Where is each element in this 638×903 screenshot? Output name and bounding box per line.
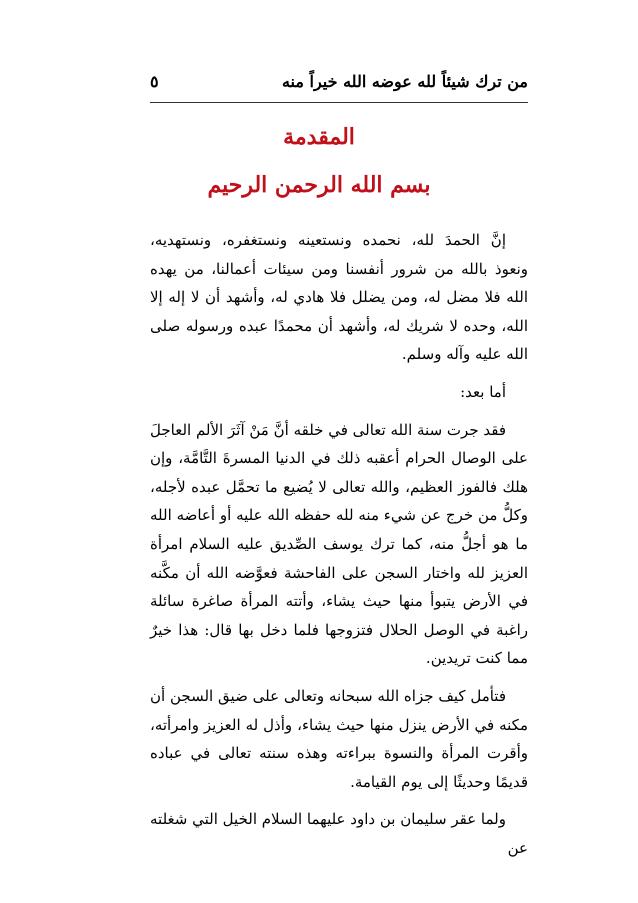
body-text (150, 226, 528, 871)
basmala-heading: بسم الله الرحمن الرحيم (207, 172, 431, 198)
paragraph: إنَّ الحمدَ لله، نحمده ونستعينه ونستغفره، ونستهديه، ونعوذ بالله من شرور أنفسنا ومن سيئات أعمالنا، من يهده الله فلا مضل له، ومن يضلل فلا هادي له، وأشهد أن لا إله إلا الله، وحده لا شريك له، وأشهد أن محمدًا عبده ورسوله صلى الله عليه وآله وسلم. (150, 231, 528, 364)
header-divider (150, 102, 528, 103)
paragraph: فقد جرت سنة الله تعالى في خلقه أنَّ مَنْ آثَرَ الألم العاجلَ على الوصال الحرام أعقبه ذلك في الدنيا المسرةَ التَّامَّة، وإن هلك فالفوز العظيم، والله تعالى لا يُضيع ما تحمَّل عبده لأجله، وكلُّ من خرج عن شيء منه لله حفظه الله عليه أو أعاضه الله ما هو أجلُّ منه، كما ترك يوسف الصِّديق عليه السلام امرأة العزيز لله واختار السجن على الفاحشة فعوَّضه الله أن مكَّنه في الأرض يتبوأ منها حيث يشاء، وأتته المرأة صاغرة سائلة راغبة في الوصل الحلال فتزوجها فلما دخل بها قال: هذا خيرٌ مما كنت تريدين. (150, 420, 528, 668)
paragraph: ولما عقر سليمان بن داود عليهما السلام الخيل التي شغلته عن (150, 810, 528, 857)
section-title: المقدمة (283, 124, 355, 150)
paragraph: فتأمل كيف جزاه الله سبحانه وتعالى على ضيق السجن أن مكنه في الأرض ينزل منها حيث يشاء، وأذل له العزيز وامرأته، وأقرت المرأة والنسوة ببراءته وهذه سنته تعالى في عباده قديمًا وحديثًا إلى يوم القيامة. (150, 686, 528, 791)
paragraph: أما بعد: (460, 382, 506, 401)
page-number: ٥ (150, 72, 159, 91)
running-header (150, 72, 528, 100)
running-header-title: من ترك شيئاً لله عوضه الله خيراً منه (281, 72, 528, 91)
